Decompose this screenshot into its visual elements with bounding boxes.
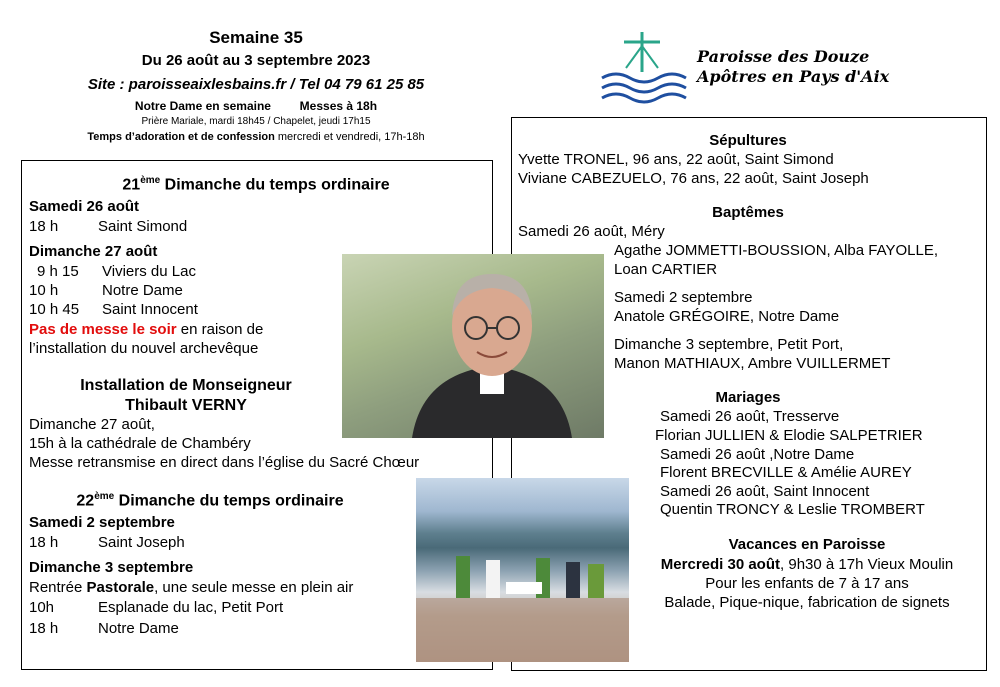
- list-item: Florian JULLIEN & Elodie SALPETRIER: [655, 427, 923, 444]
- adoration-info: [56, 131, 456, 143]
- installation-broadcast: Messe retransmise en direct dans l’église du Sacré Chœur: [29, 454, 420, 471]
- list-item: Saint Joseph: [98, 534, 185, 551]
- pastoral-return: Rentrée Pastorale, une seule messe en plein air: [29, 579, 354, 596]
- adoration-label: Temps d’adoration et de confession: [87, 131, 275, 143]
- installation-date: Dimanche 27 août,: [29, 416, 155, 433]
- outdoor-mass-photo: [416, 478, 629, 662]
- list-item: Notre Dame: [98, 620, 179, 637]
- parish-name-line2: Apôtres en Pays d'Aix: [697, 67, 890, 86]
- weddings-title: Mariages: [715, 389, 781, 406]
- holidays-title: Vacances en Paroisse: [728, 536, 886, 553]
- list-item: 10 h 45: [29, 301, 80, 318]
- list-item: Esplanade du lac, Petit Port: [98, 599, 284, 616]
- list-item: 10h: [29, 599, 55, 616]
- list-item: 18 h: [29, 218, 59, 235]
- installation-place: 15h à la cathédrale de Chambéry: [29, 435, 251, 452]
- notre-dame-weekday: [56, 99, 456, 113]
- list-item: Yvette TRONEL, 96 ans, 22 août, Saint Simond: [518, 151, 834, 168]
- list-item: Florent BRECVILLE & Amélie AUREY: [660, 464, 912, 481]
- list-item: Agathe JOMMETTI-BOUSSION, Alba FAYOLLE,: [614, 242, 938, 259]
- list-item: Notre Dame: [102, 282, 183, 299]
- list-item: Samedi 2 septembre: [614, 289, 753, 306]
- list-item: 9 h 15: [37, 263, 79, 280]
- adoration-schedule: mercredi et vendredi, 17h-18h: [274, 131, 425, 143]
- list-item: Samedi 26 août, Méry: [518, 223, 665, 240]
- no-evening-mass-notice: Pas de messe le soir en raison de: [29, 321, 264, 338]
- list-item: Viviers du Lac: [102, 263, 196, 280]
- sunday-21-title: 21ème Dimanche du temps ordinaire: [122, 175, 390, 194]
- list-item: Samedi 26 août ,Notre Dame: [660, 446, 855, 463]
- list-item: Quentin TRONCY & Leslie TROMBERT: [660, 501, 925, 518]
- list-item: 18 h: [29, 620, 59, 637]
- funerals-title: Sépultures: [709, 132, 787, 149]
- list-item: Saint Innocent: [102, 301, 198, 318]
- installation-title-2: Thibault VERNY: [125, 397, 247, 414]
- sunday-22-title: 22ème Dimanche du temps ordinaire: [76, 491, 344, 510]
- week-dates: Du 26 août au 3 septembre 2023: [141, 52, 371, 69]
- cross-waves-logo-icon: [596, 28, 688, 108]
- list-item: Samedi 26 août, Saint Innocent: [660, 483, 870, 500]
- list-item: Manon MATHIAUX, Ambre VUILLERMET: [614, 355, 891, 372]
- list-item: Anatole GRÉGOIRE, Notre Dame: [614, 308, 840, 325]
- site-contact[interactable]: Site : paroisseaixlesbains.fr / Tel 04 79 61 25 85: [87, 76, 425, 93]
- notre-dame-weekday-time: Messes à 18h: [299, 99, 378, 113]
- holidays-age: Pour les enfants de 7 à 17 ans: [705, 575, 909, 592]
- list-item: Dimanche 3 septembre, Petit Port,: [614, 336, 844, 353]
- holidays-activities: Balade, Pique-nique, fabrication de signets: [664, 594, 950, 611]
- marian-prayer-info: Prière Mariale, mardi 18h45 / Chapelet, jeudi 17h15: [141, 116, 371, 127]
- list-item: Saint Simond: [98, 218, 188, 235]
- sunday-27-label: Dimanche 27 août: [29, 243, 158, 260]
- saturday-2-label: Samedi 2 septembre: [29, 514, 175, 531]
- saturday-26-label: Samedi 26 août: [29, 198, 140, 215]
- list-item: 10 h: [29, 282, 59, 299]
- notre-dame-weekday-label: Notre Dame en semaine: [134, 99, 271, 113]
- archbishop-photo: [342, 254, 604, 438]
- parish-name: [697, 47, 889, 87]
- list-item: 18 h: [29, 534, 59, 551]
- installation-title-1: Installation de Monseigneur: [80, 377, 292, 394]
- holidays-date: Mercredi 30 août, 9h30 à 17h Vieux Moulin: [660, 556, 954, 573]
- week-title: Semaine 35: [209, 28, 303, 47]
- no-evening-mass-reason: l’installation du nouvel archevêque: [29, 340, 259, 357]
- parish-name-line1: Paroisse des Douze: [697, 47, 870, 66]
- baptisms-title: Baptêmes: [712, 204, 784, 221]
- list-item: Samedi 26 août, Tresserve: [660, 408, 840, 425]
- list-item: Loan CARTIER: [614, 261, 718, 278]
- list-item: Viviane CABEZUELO, 76 ans, 22 août, Saint Joseph: [518, 170, 869, 187]
- sunday-3-label: Dimanche 3 septembre: [29, 559, 194, 576]
